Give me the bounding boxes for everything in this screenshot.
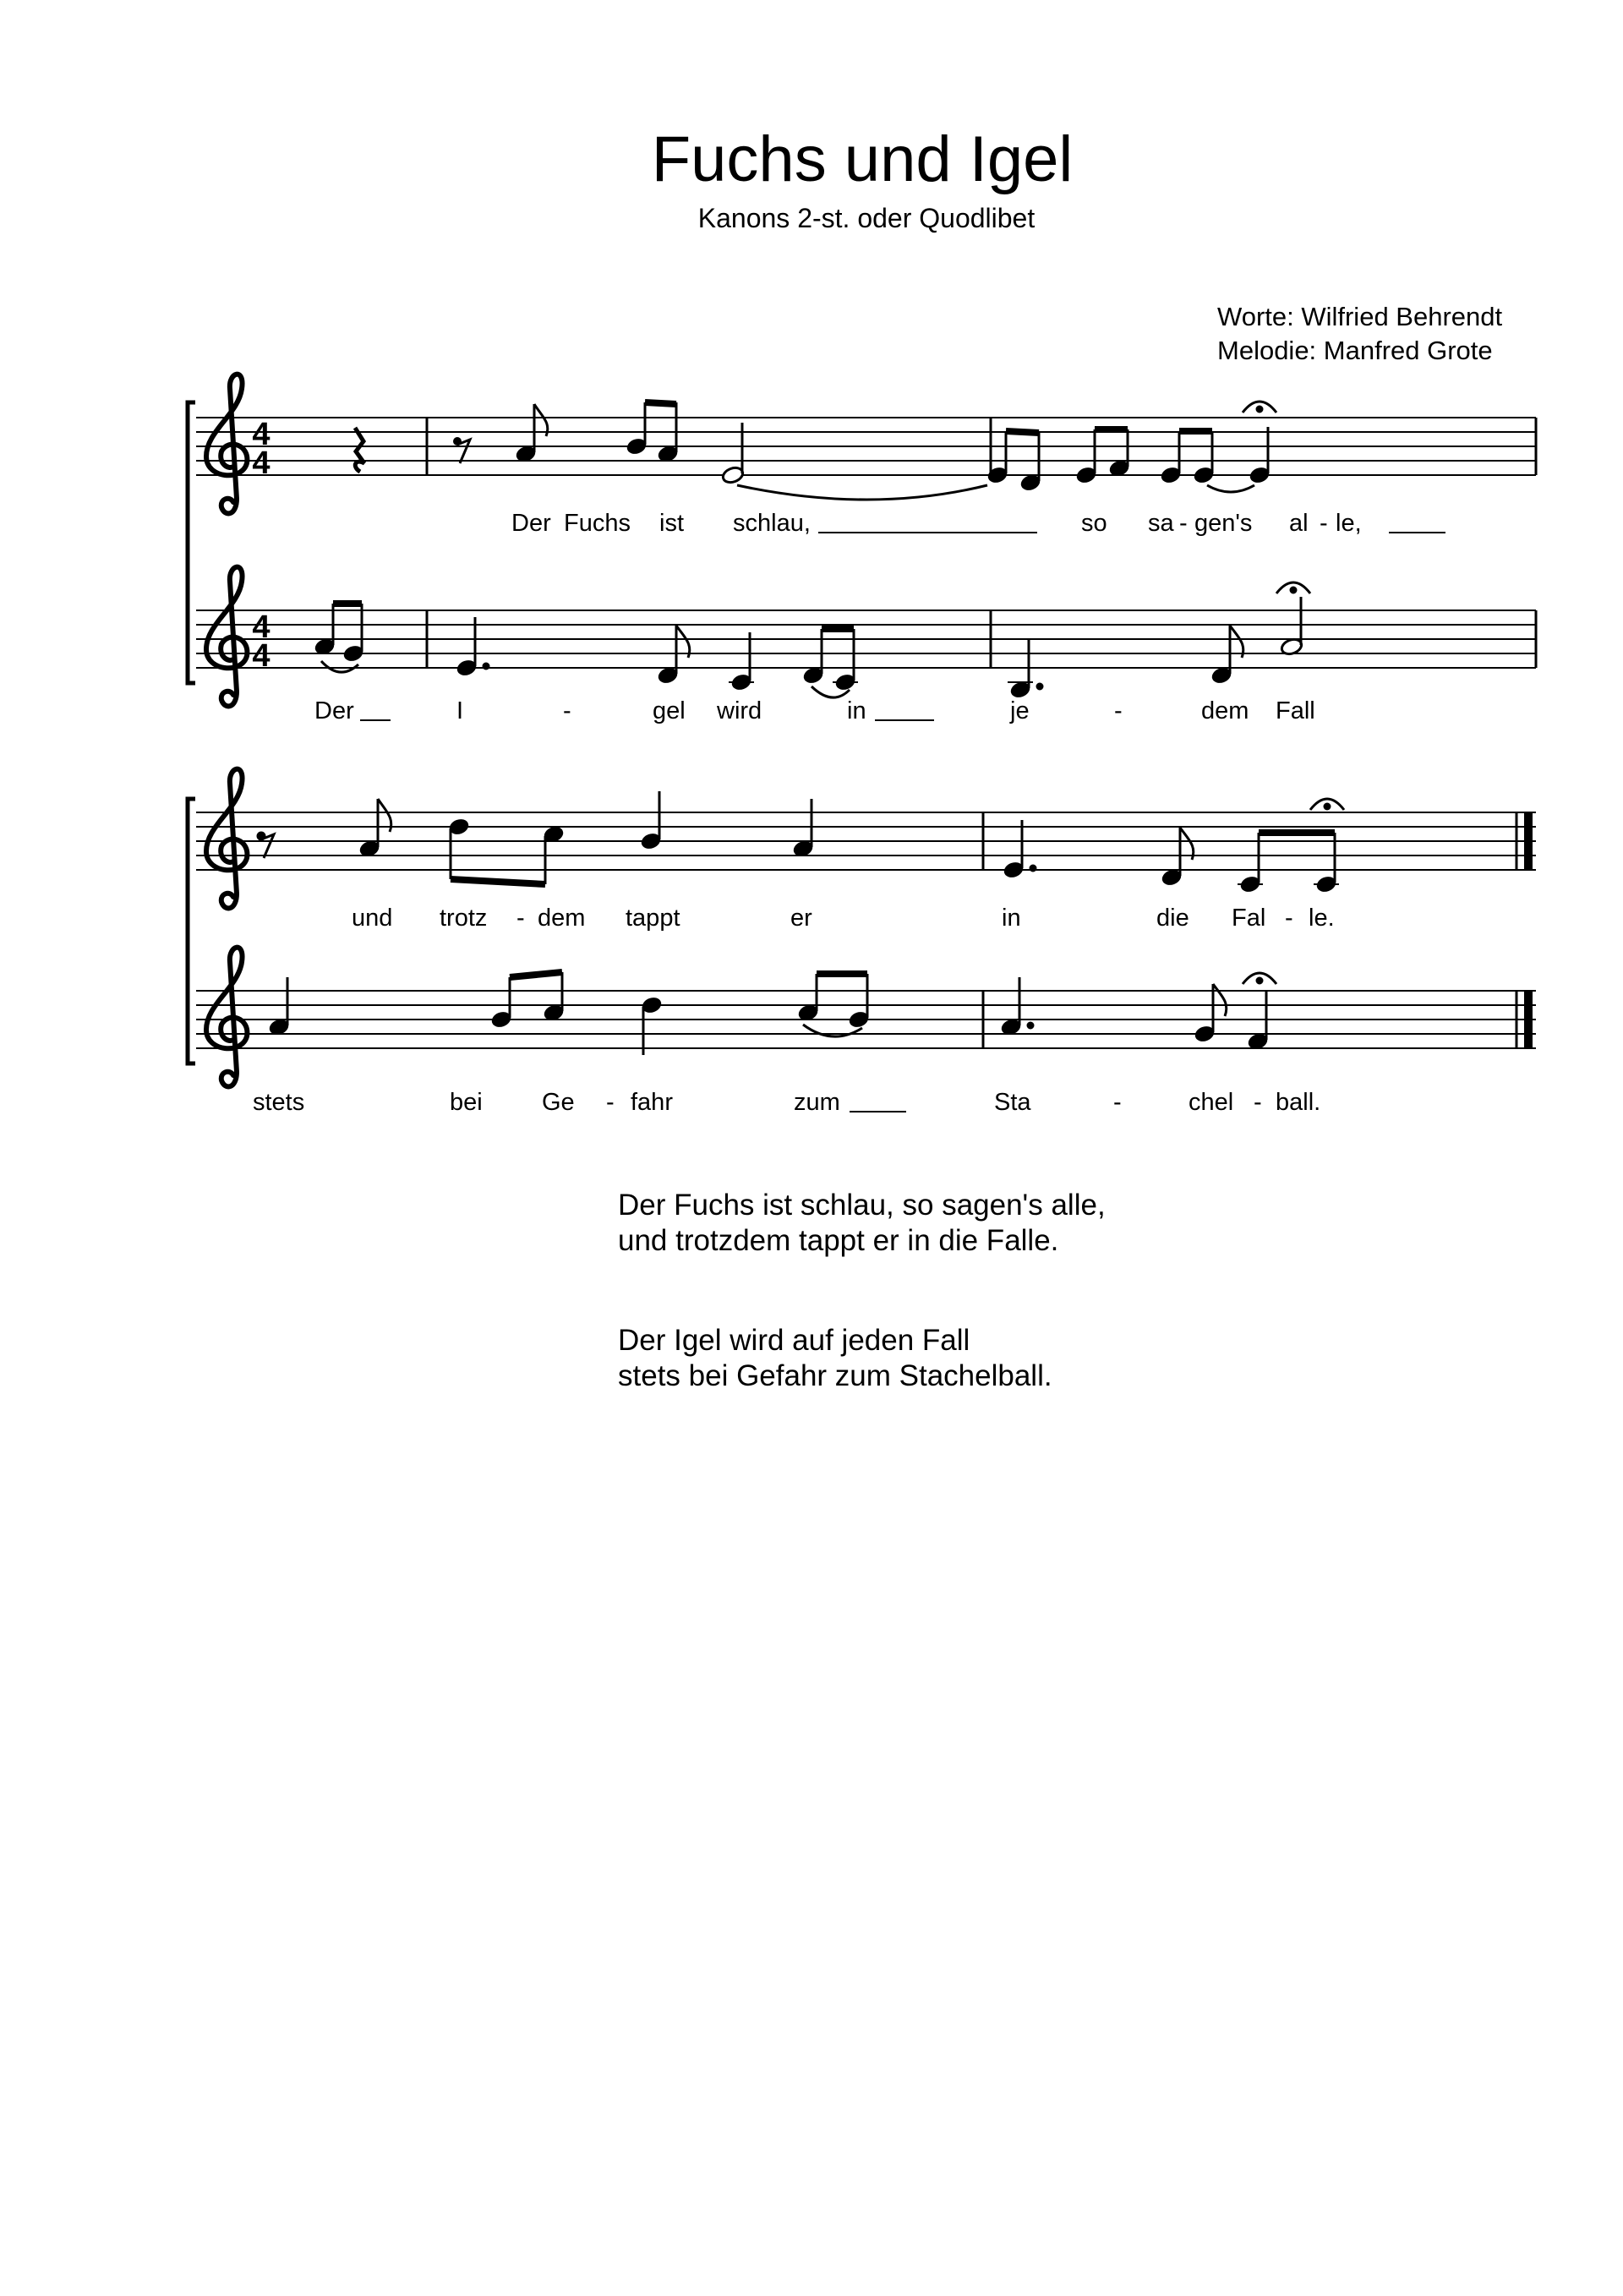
words-credit: Worte: Wilfried Behrendt <box>1217 302 1503 331</box>
lyric: und <box>352 905 393 932</box>
lyric: dem <box>538 905 586 932</box>
voice-1-lyrics <box>352 905 1335 932</box>
lyric: - <box>1320 510 1328 537</box>
voice-2-notes <box>268 972 1276 1055</box>
lyric: je <box>1010 697 1030 724</box>
lyric: chel <box>1189 1089 1234 1116</box>
lyric: fahr <box>631 1089 673 1116</box>
lyric: gen's <box>1194 510 1253 537</box>
lyric: - <box>516 905 525 932</box>
treble-clef <box>206 567 247 707</box>
eighth-rest <box>453 437 470 463</box>
stanza-line: stets bei Gefahr zum Stachelball. <box>618 1359 1052 1392</box>
treble-clef <box>206 374 247 514</box>
lyric: Fall <box>1276 697 1315 724</box>
voice-1-notes <box>257 791 1344 894</box>
lyric: er <box>790 905 812 932</box>
lyric: Sta <box>994 1089 1031 1116</box>
stanza-2 <box>618 1323 1052 1394</box>
lyric: ball. <box>1276 1089 1321 1116</box>
treble-clef <box>206 948 247 1087</box>
staff-voice-1 <box>196 418 1536 475</box>
lyric: ist <box>659 510 684 537</box>
lyric: dem <box>1201 697 1249 724</box>
lyric: trotz <box>440 905 488 932</box>
page-subtitle: Kanons 2-st. oder Quodlibet <box>697 203 1036 233</box>
voice-1-lyrics <box>511 510 1445 537</box>
system-1 <box>188 374 1536 724</box>
voice-2-lyrics <box>314 697 1315 724</box>
lyric: I <box>456 697 464 724</box>
time-signature-numerator: 4 <box>252 417 270 452</box>
lyric: le, <box>1336 510 1362 537</box>
time-signature-numerator: 4 <box>252 610 270 645</box>
lyric: in <box>847 697 866 724</box>
stanza-line: Der Fuchs ist schlau, so sagen's alle, <box>618 1189 1106 1222</box>
time-signature-denominator: 4 <box>252 638 270 674</box>
stanza-1 <box>618 1188 1106 1259</box>
lyric: le. <box>1309 905 1335 932</box>
lyric: so <box>1081 510 1107 537</box>
lyric: - <box>1113 1089 1122 1116</box>
lyric: al <box>1289 510 1309 537</box>
staff-voice-2 <box>196 610 1536 668</box>
stanza-line: und trotzdem tappt er in die Falle. <box>618 1224 1059 1257</box>
lyric: - <box>606 1089 615 1116</box>
lyric: sa <box>1148 510 1174 537</box>
lyric: in <box>1002 905 1021 932</box>
lyric: stets <box>253 1089 305 1116</box>
system-2 <box>188 769 1536 1116</box>
lyric: wird <box>717 697 762 724</box>
melody-credit: Melodie: Manfred Grote <box>1217 336 1493 365</box>
lyric: - <box>1285 905 1293 932</box>
lyric: - <box>1114 697 1123 724</box>
lyric: gel <box>653 697 686 724</box>
voice-2-notes <box>314 582 1310 699</box>
lyric: Der <box>511 510 551 537</box>
lyric: schlau, <box>733 510 811 537</box>
lyric: Fal <box>1232 905 1266 932</box>
system-bracket <box>188 402 195 683</box>
voice-2-lyrics <box>253 1089 1320 1116</box>
lyric: zum <box>794 1089 840 1116</box>
lyric: die <box>1156 905 1189 932</box>
lyric: tappt <box>626 905 680 932</box>
lyric: Ge <box>542 1089 575 1116</box>
time-signature-denominator: 4 <box>252 446 270 481</box>
lyric: - <box>1254 1089 1262 1116</box>
treble-clef <box>206 769 247 909</box>
lyric: - <box>563 697 571 724</box>
lyric: Der <box>314 697 354 724</box>
voice-1-notes <box>515 402 1276 500</box>
quarter-rest <box>355 428 364 472</box>
stanza-line: Der Igel wird auf jeden Fall <box>618 1324 970 1357</box>
system-bracket <box>188 799 195 1063</box>
page-title: Fuchs und Igel <box>651 123 1074 195</box>
lyric: bei <box>450 1089 483 1116</box>
lyric: - <box>1179 510 1188 537</box>
lyric: Fuchs <box>564 510 631 537</box>
